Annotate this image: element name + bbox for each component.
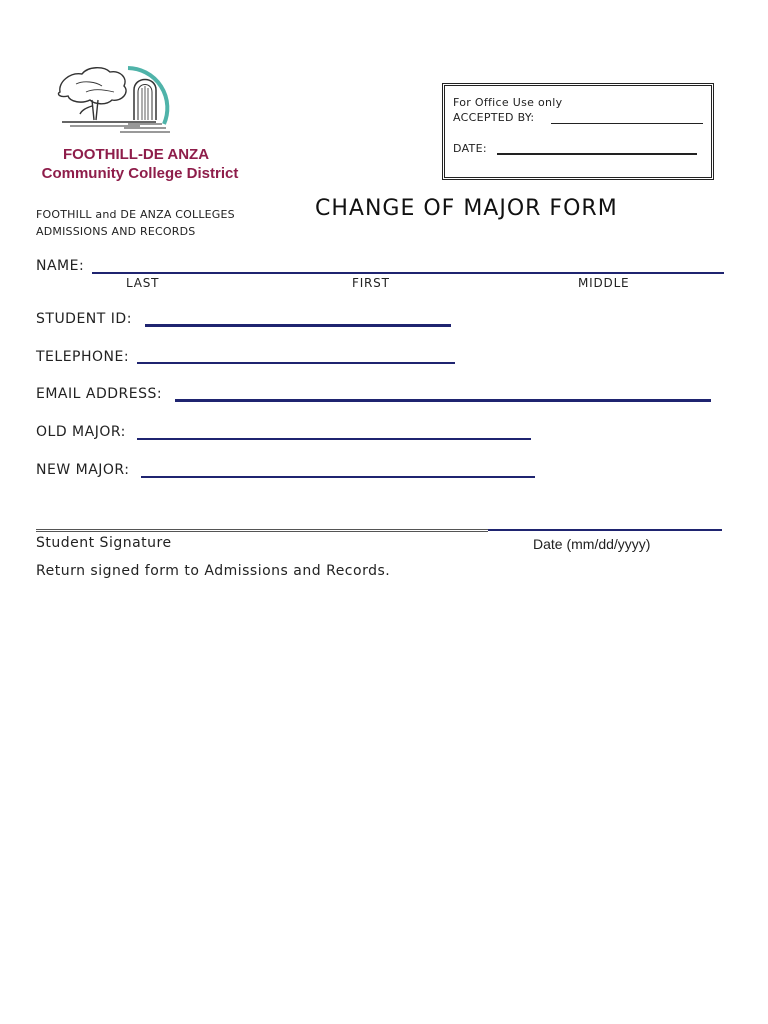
office-date-label: DATE: [453,142,487,155]
district-logo [34,62,254,186]
email-line[interactable] [175,399,711,402]
accepted-by-line[interactable] [551,123,703,124]
office-use-box [442,83,714,180]
office-use-title: For Office Use only [453,96,563,109]
name-label: NAME: [36,258,85,274]
last-name-line[interactable] [92,272,297,274]
college-line: FOOTHILL and DE ANZA COLLEGES [36,208,235,221]
first-name-line[interactable] [297,272,534,274]
telephone-line[interactable] [137,362,455,364]
return-instruction: Return signed form to Admissions and Records. [36,563,391,579]
new-major-line[interactable] [141,476,535,478]
email-label: EMAIL ADDRESS: [36,386,163,402]
signature-date-line[interactable] [488,529,722,531]
logo-district-name: FOOTHILL-DE ANZA [62,146,210,163]
student-id-line[interactable] [145,324,451,327]
new-major-label: NEW MAJOR: [36,462,130,478]
header-college-info [36,206,235,240]
signature-date-label: Date (mm/dd/yyyy) [533,536,651,552]
accepted-by-label: ACCEPTED BY: [453,111,535,124]
old-major-label: OLD MAJOR: [36,424,126,440]
student-id-label: STUDENT ID: [36,311,132,327]
form-title: CHANGE OF MAJOR FORM [315,196,618,221]
old-major-line[interactable] [137,438,531,440]
logo-district-subtitle: Community College District [41,165,239,182]
office-date-line[interactable] [497,153,697,155]
middle-name-line[interactable] [534,272,724,274]
name-part-first: FIRST [352,276,390,290]
telephone-label: TELEPHONE: [36,349,130,365]
oak-tree-arch-icon [56,62,196,144]
office-line: ADMISSIONS AND RECORDS [36,225,196,238]
name-part-last: LAST [126,276,160,290]
name-part-middle: MIDDLE [578,276,630,290]
signature-line[interactable] [36,529,488,532]
signature-label: Student Signature [36,535,172,551]
